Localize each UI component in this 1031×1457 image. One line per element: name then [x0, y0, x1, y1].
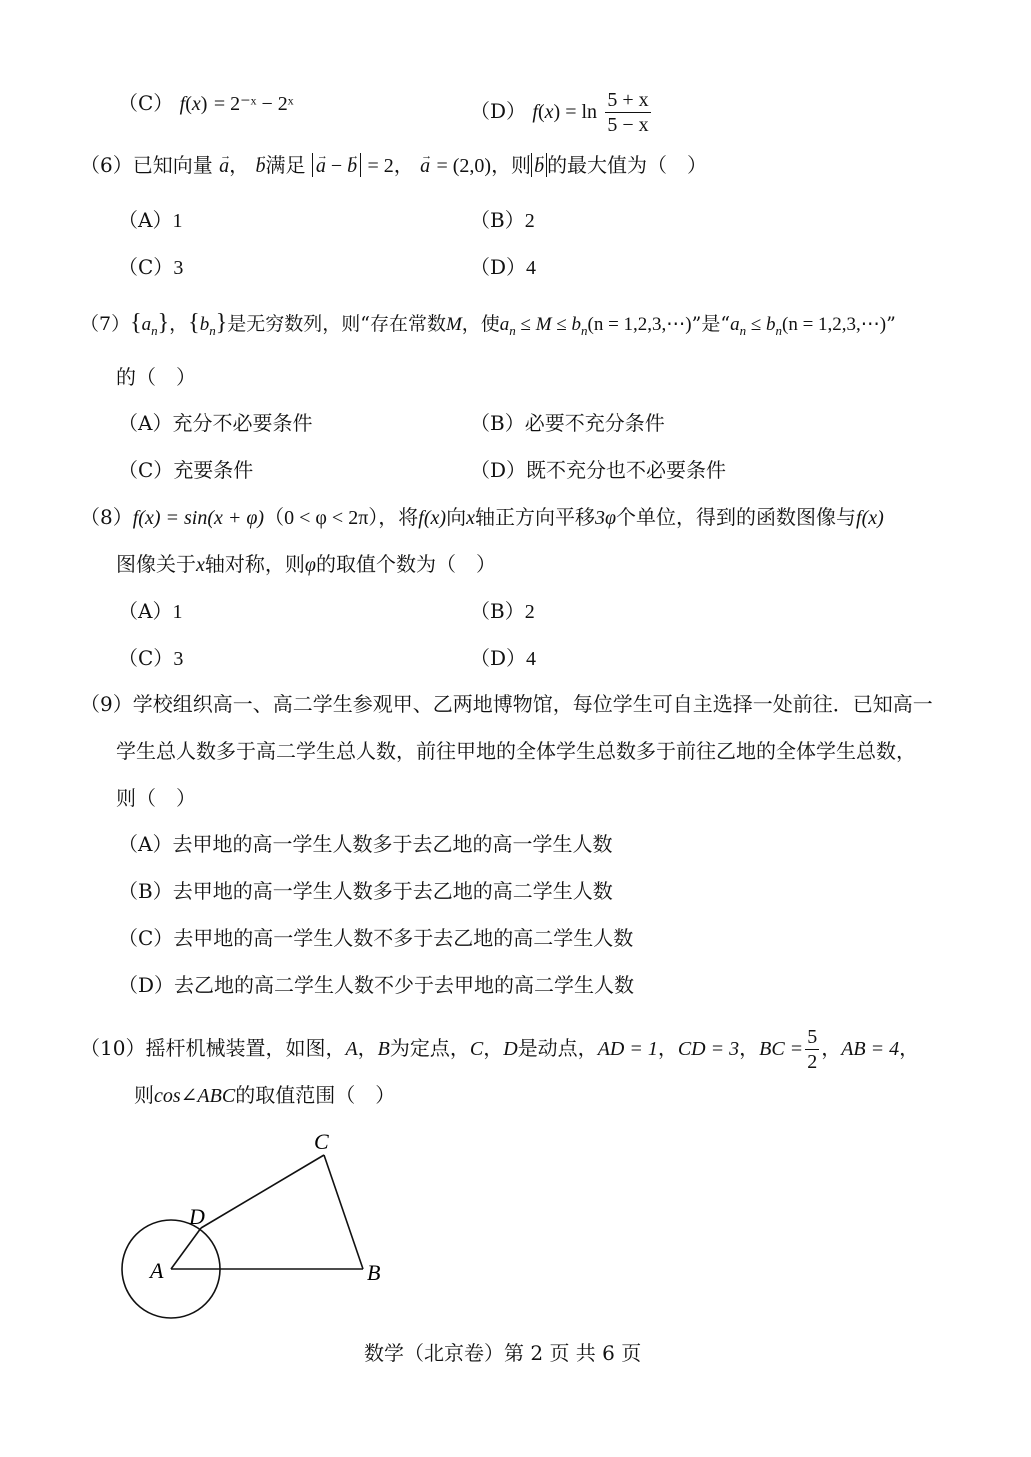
question-number: （6）: [80, 153, 133, 177]
sequence-a: a: [141, 314, 152, 335]
option-text: 4: [526, 257, 537, 279]
q9-text: 学校组织高一、高二学生参观甲、乙两地博物馆，每位学生可自主选择一处前往．已知高一: [132, 692, 933, 716]
function-name: f: [532, 101, 538, 123]
segment-cb: [324, 1155, 363, 1269]
q10-stem-line2: [134, 1080, 395, 1111]
q7-text: ”: [886, 313, 896, 335]
option-text: 必要不充分条件: [524, 411, 665, 435]
length-cd: CD = 3: [677, 1038, 740, 1060]
option-label: （D）: [118, 973, 175, 997]
q10-text: 则: [134, 1083, 154, 1107]
q8-option-b: [470, 596, 535, 627]
option-label: （D）: [470, 458, 527, 482]
function-fx: f(x): [856, 507, 884, 529]
cos-angle-abc: cos∠ABC: [154, 1085, 236, 1107]
option-label: （B）: [118, 879, 173, 903]
fraction-numerator: 5: [807, 1026, 818, 1048]
page-footer: 数学（北京卷）第 2 页 共 6 页: [364, 1341, 642, 1365]
q5-c-expression: = 2⁻ˣ − 2ˣ: [213, 93, 294, 115]
q7-option-a: [118, 408, 312, 438]
q7-stem: $(7)\{a_n\}$，$\{b_n\}$是无穷数列，则“存在常数M，使$a_n \le M \le b_n(n$ = 1,2,3,⋯)”是“$a_n \le b_n(n$ = 1,2,3,⋯)”: [80, 310, 896, 338]
index-range: (n = 1,2,3,⋯): [587, 314, 692, 335]
q6-option-a: [118, 205, 182, 236]
label-a: A: [150, 1258, 164, 1283]
option-label: （D）: [470, 255, 527, 279]
q8-option-d: [470, 643, 536, 674]
x-axis-symbol: x: [196, 554, 205, 576]
q8-option-c: [118, 643, 183, 674]
option-label: （A）: [118, 411, 173, 435]
function-fx: f(x): [418, 507, 447, 529]
option-label: （D）: [470, 99, 527, 123]
q8-text: ，将: [378, 505, 419, 529]
q9-stem-line1: [80, 689, 933, 719]
ln-symbol: ln: [581, 101, 598, 123]
q8-text: 向: [446, 505, 467, 529]
q10-stem: （10）摇杆机械装置，如图，A，B为定点，C，D是动点，AD = 1，CD = 3，BC = $\frac{5}{2}$ ，AB = 4，: [80, 1026, 920, 1073]
shift-amount: 3φ: [594, 507, 617, 529]
option-text: 去甲地的高一学生人数多于去乙地的高一学生人数: [172, 832, 613, 856]
q5-option-d: （D） f(x) = ln $\frac{5 + x}{5 - x}$: [470, 89, 649, 136]
q6-condition: = 2: [367, 155, 394, 177]
q6-option-c: [118, 252, 183, 283]
option-text: 去乙地的高二学生人数不少于去甲地的高二学生人数: [174, 973, 635, 997]
q7-option-d: [470, 455, 726, 485]
q5-d-fraction: [605, 88, 650, 137]
q6-text: ，则: [491, 153, 532, 177]
fraction-denominator: 2: [807, 1051, 818, 1073]
label-d: D: [189, 1204, 205, 1229]
question-number: （9）: [80, 692, 133, 716]
option-label: （C）: [118, 458, 174, 482]
q8-stem-line2: [116, 549, 496, 580]
phi-symbol: φ: [304, 554, 316, 576]
q6-text: 的最大值为（ ）: [547, 153, 708, 177]
function-name: f: [179, 93, 186, 115]
segment-dc: [201, 1155, 324, 1228]
option-text: 4: [526, 648, 537, 670]
option-label: （C）: [118, 255, 174, 279]
q8-function: f(x) = sin(x + φ): [132, 507, 265, 529]
length-bc: BC =: [759, 1038, 804, 1060]
q9-option-a: [118, 829, 612, 859]
option-text: 去甲地的高一学生人数多于去乙地的高二学生人数: [172, 879, 613, 903]
x-axis-symbol: x: [466, 507, 475, 529]
option-text: 2: [524, 210, 535, 232]
q10-text: 摇杆机械装置，如图，: [145, 1036, 346, 1060]
q8-text: 轴正方向平移: [474, 505, 595, 529]
comma: ，: [899, 1036, 920, 1060]
question-number: （7）: [80, 313, 131, 335]
fraction-denominator: 5 − x: [607, 114, 649, 136]
bc-fraction: [805, 1025, 819, 1074]
q9-option-b: [118, 876, 613, 906]
index-range: (n = 1,2,3,⋯): [782, 314, 887, 335]
option-text: 充要条件: [173, 458, 254, 482]
option-label: （A）: [118, 208, 173, 232]
vector-difference-magnitude: → a − → b: [312, 153, 361, 177]
point-d: D: [503, 1038, 518, 1060]
q6-text: 满足: [265, 153, 306, 177]
q7-option-c: [118, 455, 253, 485]
comma: ，: [657, 1036, 678, 1060]
rocker-mechanism-figure: [110, 1120, 410, 1330]
comma: ，: [821, 1036, 842, 1060]
fraction-numerator: 5 + x: [607, 89, 649, 111]
segment-ad: [171, 1228, 201, 1269]
q10-text: 为定点，: [389, 1036, 470, 1060]
question-number: （10）: [80, 1036, 146, 1060]
comma: ，: [739, 1036, 760, 1060]
q6-stem: （6）已知向量 → a， → b满足 → a − → b = 2， → a = (2,0)，则→ b 的最大值为（ ）: [80, 150, 707, 181]
option-text: 既不充分也不必要条件: [526, 458, 727, 482]
option-text: 3: [173, 648, 184, 670]
length-ab: AB = 4: [841, 1038, 900, 1060]
q9-stem-line3: 则（ ）: [116, 786, 196, 810]
q6-text: 已知向量: [132, 153, 213, 177]
option-text: 充分不必要条件: [172, 411, 313, 435]
vector-b: → b: [255, 151, 265, 181]
vector-b-magnitude: → b: [531, 153, 547, 177]
label-c: C: [314, 1129, 329, 1154]
option-label: （D）: [470, 646, 527, 670]
sequence-b: b: [199, 314, 210, 335]
q8-text: 轴对称，则: [204, 552, 305, 576]
option-label: （A）: [118, 832, 173, 856]
q7-option-b: [470, 408, 665, 438]
vector-a: → a: [219, 151, 229, 181]
q8-text: 个单位，得到的函数图像与: [616, 505, 857, 529]
q9-option-c: [118, 923, 633, 953]
point-b: B: [377, 1038, 390, 1060]
option-label: （B）: [470, 208, 525, 232]
length-ad: AD = 1: [597, 1038, 658, 1060]
q8-condition: （0 < φ < 2π）: [264, 507, 379, 529]
option-label: （C）: [118, 926, 174, 950]
option-text: 1: [172, 210, 183, 232]
q5-option-c: （C） f(x) = 2⁻ˣ − 2ˣ: [118, 91, 294, 115]
option-label: （C）: [118, 91, 174, 115]
option-label: （A）: [118, 599, 173, 623]
q8-text: 的取值个数为（ ）: [315, 552, 496, 576]
q9-option-d: [118, 970, 634, 1000]
option-text: 2: [524, 601, 535, 623]
q7-stem-line2: 的（ ）: [116, 365, 196, 389]
option-label: （B）: [470, 599, 525, 623]
vector-a-value: = (2,0): [436, 155, 492, 177]
q6-option-b: [470, 205, 535, 236]
option-text: 1: [172, 601, 183, 623]
option-label: （B）: [470, 411, 525, 435]
q7-text: ，使: [461, 313, 500, 335]
question-number: （8）: [80, 505, 133, 529]
q7-text: ”是“: [691, 313, 731, 335]
option-text: 去甲地的高一学生人数不多于去乙地的高二学生人数: [173, 926, 634, 950]
q9-stem-line2: 学生总人数多于高二学生总人数，前往甲地的全体学生总数多于前往乙地的全体学生总数，: [116, 739, 916, 763]
option-label: （C）: [118, 646, 174, 670]
constant-m: M: [445, 314, 462, 335]
q6-option-d: [470, 252, 536, 283]
point-a: A: [345, 1038, 358, 1060]
q8-stem: [80, 502, 884, 533]
q10-text: 的取值范围（ ）: [235, 1083, 396, 1107]
label-b: B: [367, 1260, 381, 1285]
q7-text: 是无穷数列，则“存在常数: [227, 313, 446, 335]
q8-text: 图像关于: [116, 552, 196, 576]
q10-text: 是动点，: [517, 1036, 598, 1060]
q8-option-a: [118, 596, 182, 627]
comma: ，: [229, 153, 250, 177]
point-c: C: [469, 1038, 484, 1060]
option-text: 3: [173, 257, 184, 279]
